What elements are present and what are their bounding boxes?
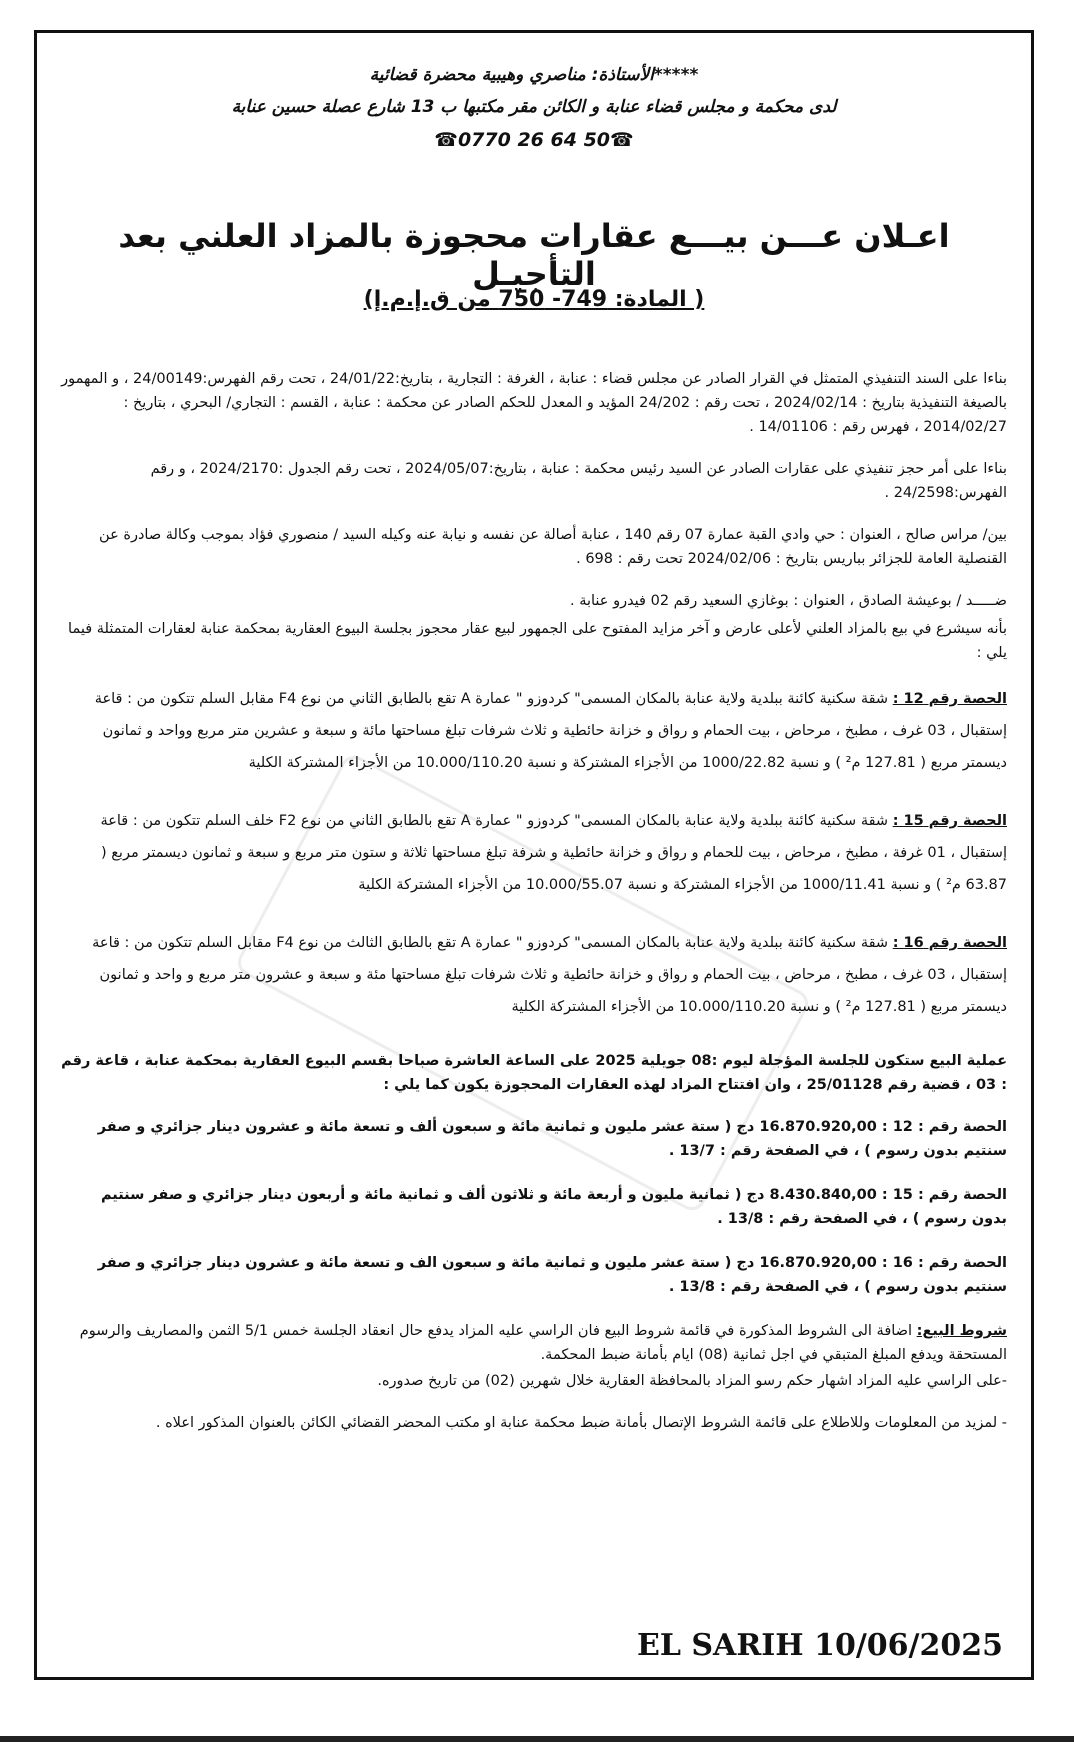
- bailiff-name: *****الأستاذة: مناصري وهيبية محضرة قضائية: [369, 65, 699, 85]
- notice-title: اعـلان عـــن بيـــع عقارات محجوزة بالمزاد العلني بعد التأجيـل: [118, 217, 950, 293]
- paragraph-plaintiff: بين/ مراس صالح ، العنوان : حي وادي القبة عمارة 07 رقم 140 ، عنابة أصالة عن نفسه و نيابة عنه وكيله السيد / منصوري فؤاد بموجب وكالة صادرة عن القنصلية العامة للجزائر بباريس بتاريخ : 2024/02/06 تحت رقم : 698 .: [99, 527, 1007, 567]
- more-information: - لمزيد من المعلومات وللاطلاع على قائمة الشروط الإتصال بأمانة ضبط محكمة عنابة او مكتب المحضر القضائي الكائن بالعنوان المذكور اعلاه .: [155, 1415, 1007, 1431]
- paragraph-sale-intro: بأنه سيشرع في بيع بالمزاد العلني لأعلى عارض و آخر مزايد المفتوح على الجمهور لبيع عقار محجوز بجلسة البيوع العقارية بمحكمة عنابة لعقارات المتمثلة فيما يلي :: [68, 621, 1007, 661]
- bottom-rule: [0, 1736, 1074, 1742]
- sale-conditions: [61, 1319, 1007, 1367]
- paragraph-enforcement-title: بناءا على السند التنفيذي المتمثل في القرار الصادر عن مجلس قضاء : عنابة ، الغرفة : التجارية ، بتاريخ:24/01/22 ، تحت رقم الفهرس:24/00149 ، و المهمور بالصيغة التنفيذية بتاريخ : 2024/02/14 ، تحت رقم : 24/202 المؤيد و المعدل للحكم الصادر عن محكمة : عنابة ، القسم : التجاري/ البحري ، بتاريخ : 2014/02/27 ، فهرس رقم : 14/01106 .: [61, 371, 1007, 435]
- notice-body: [61, 367, 1007, 1453]
- lot-15: [61, 805, 1007, 901]
- paragraph-seizure-order: بناءا على أمر حجز تنفيذي على عقارات الصادر عن السيد رئيس محكمة : عنابة ، بتاريخ:2024/05/07 ، تحت رقم الجدول :2024/2170 ، و رقم الفهرس:24/2598 .: [150, 461, 1007, 501]
- lot-16-description: شقة سكنية كائنة ببلدية ولاية عنابة بالمكان المسمى" كردوزو " عمارة A تقع بالطابق الثالث من نوع F4 مقابل السلم تتكون من : قاعة إستقبال ، 03 غرف ، مطبخ ، مرحاض ، بيت الحمام و رواق و خزانة حائطية و ثلاث شرفات تبلغ مساحتها مئة و سبعة و عشرون متر مربع و واحد و ثمانون ديسمتر مربع ( 127.81 م² ) و نسبة 10.000/110.20 من الأجزاء المشتركة الكلية: [92, 935, 1007, 1015]
- lot-15-description: شقة سكنية كائنة ببلدية ولاية عنابة بالمكان المسمى" كردوزو " عمارة A تقع بالطابق الثاني من نوع F2 خلف السلم تتكون من : قاعة إستقبال ، 01 غرفة ، مطبخ ، مرحاض ، بيت للحمام و رواق و خزانة حائطية و شرفة تبلغ مساحتها ثلاثة و ستون متر مربع و سبعة و ثمانون ديسمتر مربع ( 63.87 م² ) و نسبة 1000/11.41 من الأجزاء المشتركة و نسبة 10.000/55.07 من الأجزاء المشتركة الكلية: [100, 813, 1007, 893]
- phone-number: ☎0770 26 64 50☎: [434, 129, 634, 151]
- notice-frame: [34, 30, 1034, 1680]
- lot-16-label: الحصة رقم 16 :: [892, 935, 1007, 951]
- paragraph-defendant: ضـــــد / بوعيشة الصادق ، العنوان : بوغازي السعيد رقم 02 فيدرو عنابة .: [569, 593, 1007, 609]
- lot-12-label: الحصة رقم 12 :: [892, 691, 1007, 707]
- price-lot-12: الحصة رقم : 12 : 16.870.920,00 دج ( ستة عشر مليون و ثمانية مائة و سبعون ألف و تسعة مائة و عشرون دينار جزائري و صفر سنتيم بدون رسوم ) ، في الصفحة رقم : 13/7 .: [97, 1119, 1007, 1159]
- sale-conditions-text: اضافة الى الشروط المذكورة في قائمة شروط البيع فان الراسي عليه المزاد يدفع حال انعقاد الجلسة خمس 5/1 الثمن والمصاريف والرسوم المستحقة ويدفع المبلغ المتبقي في اجل ثمانية (08) ايام بأمانة ضبط المحكمة.: [79, 1323, 1007, 1363]
- newspaper-date: EL SARIH 10/06/2025: [636, 1628, 1003, 1663]
- price-lot-16: الحصة رقم : 16 : 16.870.920,00 دج ( ستة عشر مليون و ثمانية مائة و سبعون الف و تسعة مائة و عشرون دينار جزائري و صفر سنتيم بدون رسوم ) ، في الصفحة رقم : 13/8 .: [97, 1255, 1007, 1295]
- lot-12-description: شقة سكنية كائنة ببلدية ولاية عنابة بالمكان المسمى" كردوزو " عمارة A تقع بالطابق الثاني من نوع F4 مقابل السلم تتكون من : قاعة إستقبال ، 03 غرف ، مطبخ ، مرحاض ، بيت الحمام و رواق و خزانة حائطية و ثلاث شرفات تبلغ مساحتها مائة و سبعة و عشرين متر مربع وواحد و ثمانون ديسمتر مربع ( 127.81 م² ) و نسبة 1000/22.82 من الأجزاء المشتركة و نسبة 10.000/110.20 من الأجزاء المشتركة الكلية: [94, 691, 1007, 771]
- lot-16: [61, 927, 1007, 1023]
- lot-15-label: الحصة رقم 15 :: [892, 813, 1007, 829]
- legal-article: ( المادة: 749- 750 من ق.إ.م.إ): [363, 287, 705, 312]
- sale-session: عملية البيع ستكون للجلسة المؤجلة ليوم :08 جويلية 2025 على الساعة العاشرة صباحا بقسم البيوع العقارية بمحكمة عنابة ، قاعة رقم : 03 ، قضية رقم 25/01128 ، وان افتتاح المزاد لهذه العقارات المحجوزة يكون كما يلي :: [61, 1053, 1007, 1093]
- sale-conditions-publication: -على الراسي عليه المزاد اشهار حكم رسو المزاد بالمحافظة العقارية خلال شهرين (02) من تاريخ صدوره.: [377, 1373, 1007, 1389]
- lot-12: [61, 683, 1007, 779]
- office-address: لدى محكمة و مجلس قضاء عنابة و الكائن مقر مكتبها ب 13 شارع عصلة حسين عنابة: [231, 97, 837, 117]
- price-lot-15: الحصة رقم : 15 : 8.430.840,00 دج ( ثمانية مليون و أربعة مائة و ثلاثون ألف و ثمانية مائة و أربعون دينار جزائري و صفر سنتيم بدون رسوم ) ، في الصفحة رقم : 13/8 .: [100, 1187, 1007, 1227]
- sale-conditions-label: شروط البيع:: [916, 1323, 1007, 1339]
